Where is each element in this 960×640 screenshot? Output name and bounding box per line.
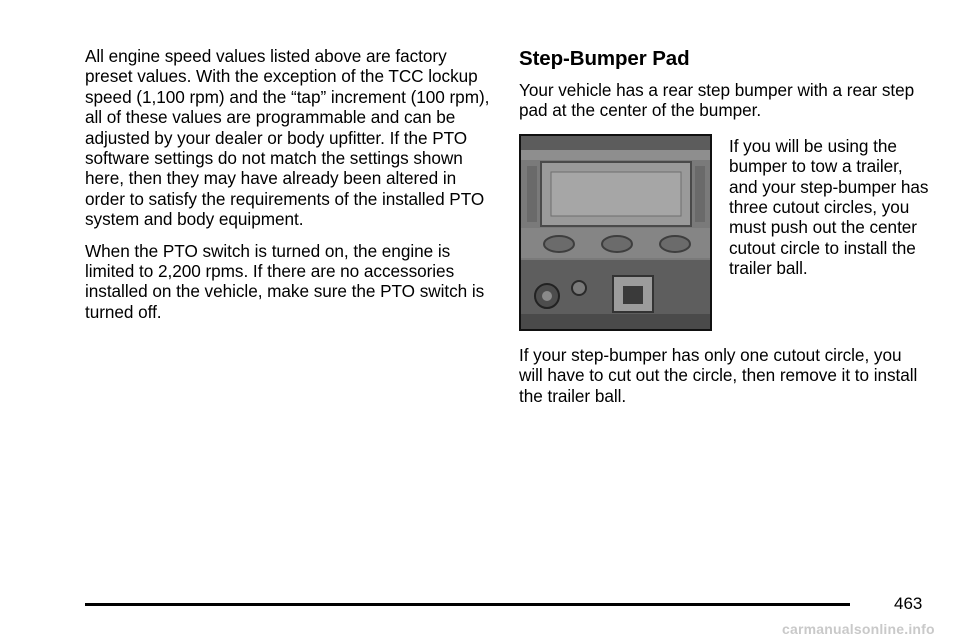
pto-settings-paragraph: All engine speed values listed above are factory preset values. With the exception of the TCC lockup speed (1,100 rpm) and the “tap” increment (100 rpm), all of these values are programmable and can be adjusted by your dealer or body upfitter. If the PTO software settings do not match the settings shown here, then they may have already been altered in order to satisfy the requirements of the installed PTO system and body equipment. xyxy=(85,46,490,230)
figure-row xyxy=(519,134,929,330)
figure-caption: If you will be using the bumper to tow a trailer, and your step-bumper has three cutout circles, you must push out the center cutout circle to install the trailer ball. xyxy=(729,135,929,279)
section-heading: Step-Bumper Pad xyxy=(519,47,690,70)
closing-paragraph: If your step-bumper has only one cutout circle, you will have to cut out the circle, then remove it to install the trailer ball. xyxy=(519,344,918,406)
step-bumper-illustration xyxy=(521,136,710,329)
footer-rule xyxy=(85,603,850,606)
watermark: carmanualsonline.info xyxy=(782,621,935,637)
left-column xyxy=(85,46,495,333)
intro-paragraph: Your vehicle has a rear step bumper with a rear step pad at the center of the bumper. xyxy=(519,80,915,121)
page-number: 463 xyxy=(894,594,923,613)
pto-switch-paragraph: When the PTO switch is turned on, the engine is limited to 2,200 rpms. If there are no accessories installed on the vehicle, make sure the PTO switch is turned off. xyxy=(85,240,485,322)
step-bumper-photo xyxy=(519,134,712,331)
right-column xyxy=(519,46,929,406)
